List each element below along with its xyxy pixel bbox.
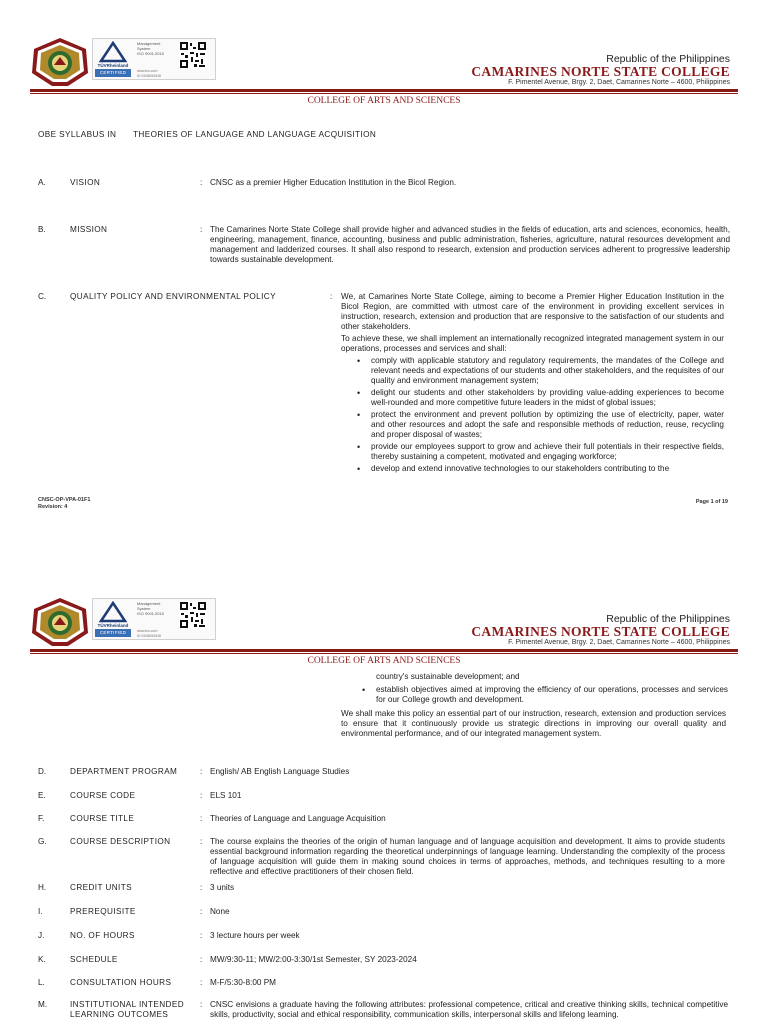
tuv-logo xyxy=(95,41,131,77)
consultation-hours-label: CONSULTATION HOURS xyxy=(70,978,172,987)
prerequisite-value: None xyxy=(210,907,230,916)
tuv-brand-text: TÜVRheinland xyxy=(97,63,129,68)
department-program-label: DEPARTMENT PROGRAM xyxy=(70,767,178,776)
colon: : xyxy=(200,791,203,800)
credit-units-value: 3 units xyxy=(210,883,235,892)
section-letter: I. xyxy=(38,907,43,916)
college-unit-title: COLLEGE OF ARTS AND SCIENCES xyxy=(307,96,461,106)
quality-policy-list xyxy=(358,685,728,705)
list-item: • protect the environment and prevent pollution by optimizing the use of electricity, paper, water and other resources and adopt the safe and responsible methods of reduction, reuse, recycling and proper disposal of wastes; xyxy=(353,410,724,440)
department-program-value: English/ AB English Language Studies xyxy=(210,767,350,776)
section-letter: G. xyxy=(38,837,47,846)
document-code: CNSC-OP-VPA-01F1 xyxy=(38,497,91,503)
section-letter: F. xyxy=(38,814,45,823)
course-code-value: ELS 101 xyxy=(210,791,242,800)
section-letter: M. xyxy=(38,1000,48,1009)
schedule-label: SCHEDULE xyxy=(70,955,118,964)
cert-url-line: ID 9108653948 xyxy=(137,73,161,78)
section-letter: D. xyxy=(38,767,47,776)
revision-number: Revision: 4 xyxy=(38,504,68,511)
document-page-2 xyxy=(0,560,768,1024)
list-item: • provide our employees support to grow and achieve their full potentials in their respective fields, thereby sustaining a competent, motivated and engaging workforce; xyxy=(353,442,724,462)
cert-line: ISO 9001:2015 xyxy=(137,51,164,57)
page-number: Page 1 of 19 xyxy=(695,499,728,505)
list-item: • delight our students and other stakeholders by providing value-adding experiences to become well-rounded and more competitive future leaders in the midst of global issues; xyxy=(353,388,724,408)
course-description-label: COURSE DESCRIPTION xyxy=(70,837,171,846)
consultation-hours-value: M-F/5:30-8:00 PM xyxy=(210,978,276,987)
colon: : xyxy=(200,767,203,776)
course-title-value: Theories of Language and Language Acquisition xyxy=(210,814,386,823)
course-code-label: COURSE CODE xyxy=(70,791,136,800)
syllabus-title: THEORIES OF LANGUAGE AND LANGUAGE ACQUISITION xyxy=(133,130,377,139)
cert-url xyxy=(137,629,177,638)
quality-policy-paragraph: We, at Camarines Norte State College, aiming to become a Premier Higher Education Institution in the Bicol Region, are committed with utmost care of the environment in providing excellent services in instruction, research, extension and production that are responsive to the satisfaction of our students and other stakeholders. xyxy=(341,292,724,331)
triangle-icon xyxy=(95,41,131,63)
colon: : xyxy=(330,292,333,301)
colon: : xyxy=(200,955,203,964)
section-letter: B. xyxy=(38,225,46,234)
section-letter: J. xyxy=(38,931,45,940)
header-divider-thin xyxy=(30,653,738,654)
credit-units-label: CREDIT UNITS xyxy=(70,883,132,892)
cert-url-line: ID 9108653948 xyxy=(137,633,161,638)
cert-line: System xyxy=(137,606,151,612)
section-letter: C. xyxy=(38,292,47,301)
cert-url-line: www.tuv.com xyxy=(137,69,158,73)
mission-label: MISSION xyxy=(70,225,108,234)
tuv-logo xyxy=(95,601,131,637)
republic-text: Republic of the Philippines xyxy=(606,613,730,625)
vision-label: VISION xyxy=(70,178,101,187)
triangle-icon xyxy=(95,601,131,623)
college-seal-logo xyxy=(30,37,90,87)
section-letter: K. xyxy=(38,955,46,964)
institutional-outcomes-value: CNSC envisions a graduate having the following attributes: professional competence, critical and creative thinking skills, technical competitive skills, productivity, social and ethical responsibility, communication skills, interpersonal skills and lifelong learning. xyxy=(210,1000,728,1019)
tuv-certified-text: CERTIFIED xyxy=(95,69,131,77)
iso-certification-badge xyxy=(92,598,216,640)
colon: : xyxy=(200,178,203,187)
section-letter: E. xyxy=(38,791,46,800)
policy-closing-paragraph: We shall make this policy an essential part of our instruction, research, extension and production services to ensure that it continuously provide us strategic directions in improving our overall quality and environmental performance, and of our integrated management system. xyxy=(341,709,726,738)
continued-policy-text xyxy=(358,672,728,707)
colon: : xyxy=(200,1000,203,1009)
syllabus-title-prefix: OBE SYLLABUS IN xyxy=(38,130,117,139)
quality-policy-list xyxy=(353,356,724,474)
iso-certification-badge xyxy=(92,38,216,80)
cert-line: Management xyxy=(137,41,161,46)
cert-url-line: www.tuv.com xyxy=(137,629,158,633)
cert-url xyxy=(137,69,177,78)
colon: : xyxy=(200,814,203,823)
colon: : xyxy=(200,883,203,892)
header-divider xyxy=(30,89,738,92)
cert-line: System xyxy=(137,46,151,52)
quality-policy-label: QUALITY POLICY AND ENVIRONMENTAL POLICY xyxy=(70,292,276,301)
course-description-value: The course explains the theories of the origin of human language and of language acquisition and development. It aims to provide students essential background information regarding the theoretical underpinnings of language learning. Understanding the complexity of the process of language acquisition will guide them in making sound choices in terms of approaches, methods, and techniques resulting to a more reflective and effective practitioners of their chosen field. xyxy=(210,837,725,876)
section-letter: H. xyxy=(38,883,47,892)
course-title-label: COURSE TITLE xyxy=(70,814,135,823)
header-divider xyxy=(30,649,738,652)
cert-line: Management xyxy=(137,601,161,606)
college-seal-logo xyxy=(30,597,90,647)
section-letter: A. xyxy=(38,178,46,187)
tuv-certified-text: CERTIFIED xyxy=(95,629,131,637)
cert-line: ISO 9001:2015 xyxy=(137,611,164,617)
colon: : xyxy=(200,931,203,940)
quality-policy-body xyxy=(341,292,724,476)
quality-policy-paragraph: To achieve these, we shall implement an internationally recognized integrated management system in our operations, processes and services and shall: xyxy=(341,334,724,353)
page-footer-left xyxy=(38,497,90,511)
tuv-brand-text: TÜVRheinland xyxy=(97,623,129,628)
college-name: CAMARINES NORTE STATE COLLEGE xyxy=(471,624,730,639)
schedule-value: MW/9:30-11; MW/2:00-3:30/1st Semester, SY 2023-2024 xyxy=(210,955,417,964)
no-of-hours-value: 3 lecture hours per week xyxy=(210,931,300,940)
college-name: CAMARINES NORTE STATE COLLEGE xyxy=(471,64,730,79)
colon: : xyxy=(200,837,203,846)
page-header xyxy=(0,0,768,106)
colon: : xyxy=(200,225,203,234)
college-address: F. Pimentel Avenue, Brgy. 2, Daet, Camarines Norte – 4600, Philippines xyxy=(508,79,730,86)
list-item: • establish objectives aimed at improving the efficiency of our operations, processes and services for our College growth and development. xyxy=(358,685,728,705)
college-address: F. Pimentel Avenue, Brgy. 2, Daet, Camarines Norte – 4600, Philippines xyxy=(508,639,730,646)
mission-text: The Camarines Norte State College shall provide higher and advanced studies in the fields of education, arts and sciences, economics, health, engineering, management, finance, accounting, business and public administration, fisheries, agriculture, natural resources development and management and ladderized courses. It shall also respond to research, extension and production services adherent to progressive leadership towards sustainable development. xyxy=(210,225,730,264)
qr-code-icon xyxy=(179,41,207,69)
section-letter: L. xyxy=(38,978,45,987)
college-unit-title: COLLEGE OF ARTS AND SCIENCES xyxy=(307,656,461,666)
page-header xyxy=(0,560,768,666)
cert-details xyxy=(137,601,177,617)
continued-line: country's sustainable development; and xyxy=(376,672,520,681)
colon: : xyxy=(200,907,203,916)
institutional-outcomes-label: INSTITUTIONAL INTENDED LEARNING OUTCOMES xyxy=(70,1000,185,1019)
qr-code-icon xyxy=(179,601,207,629)
prerequisite-label: PREREQUISITE xyxy=(70,907,136,916)
header-divider-thin xyxy=(30,93,738,94)
no-of-hours-label: NO. OF HOURS xyxy=(70,931,135,940)
cert-details xyxy=(137,41,177,57)
list-item: • develop and extend innovative technologies to our stakeholders contributing to the xyxy=(353,464,724,474)
colon: : xyxy=(200,978,203,987)
list-item: • comply with applicable statutory and regulatory requirements, the mandates of the College and relevant needs and expectations of our students and other stakeholders, and the requisites of our quality and environment management system; xyxy=(353,356,724,386)
vision-text: CNSC as a premier Higher Education Institution in the Bicol Region. xyxy=(210,178,457,187)
republic-text: Republic of the Philippines xyxy=(606,53,730,65)
